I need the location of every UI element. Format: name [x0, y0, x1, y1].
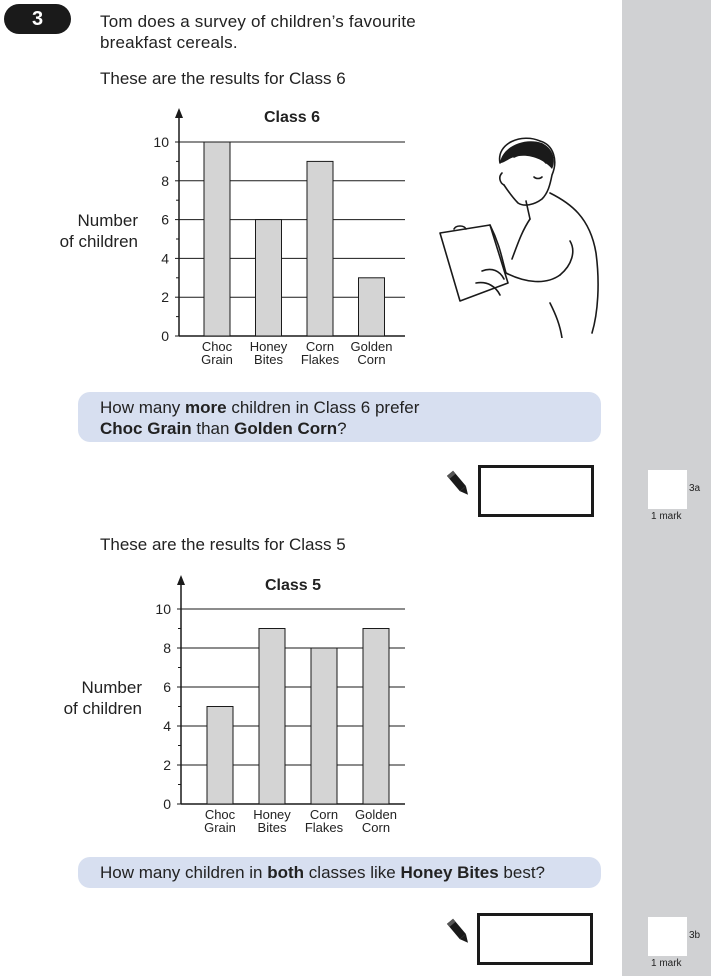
- class5-y-tick-label: 10: [155, 601, 171, 617]
- qa-text-4: ?: [337, 419, 347, 438]
- qa-bold-choc-grain: Choc Grain: [100, 419, 192, 438]
- qb-bold-honey-bites: Honey Bites: [400, 863, 499, 882]
- class5-y-tick-label: 0: [163, 796, 171, 812]
- class6-x-category-label: Golden: [350, 339, 393, 354]
- class5-results-caption: These are the results for Class 5: [100, 535, 346, 554]
- answer-box-3a[interactable]: [478, 465, 594, 517]
- intro-line-2: breakfast cereals.: [100, 33, 238, 52]
- mark-id-3b: 3b: [689, 930, 701, 941]
- class5-y-axis-arrow: [177, 575, 185, 585]
- qb-bold-both: both: [267, 863, 305, 882]
- class6-y-tick-label: 6: [161, 211, 169, 228]
- qa-text-3: than: [191, 419, 235, 438]
- class5-y-tick-label: 6: [163, 679, 171, 695]
- class6-y-tick-label: 0: [161, 328, 169, 344]
- class5-x-category-label: Honey: [253, 807, 291, 822]
- class6-results-caption: These are the results for Class 6: [100, 69, 346, 88]
- class5-x-category-label: Choc: [204, 807, 236, 822]
- class6-y-tick-label: 8: [161, 172, 169, 189]
- class5-bar: [207, 707, 233, 805]
- answer-box-3b[interactable]: [477, 913, 593, 965]
- qb-text-1: How many children in: [100, 863, 268, 882]
- class5-y-axis-title-line1: Number: [81, 678, 142, 697]
- class5-x-category-label: Corn: [309, 807, 339, 822]
- qa-text-1: How many: [100, 398, 186, 417]
- class6-y-axis-title-line1: Number: [77, 211, 138, 230]
- class5-y-tick-label: 8: [163, 640, 171, 656]
- qb-text-2: classes like: [304, 863, 401, 882]
- class6-x-category-label: Flakes: [300, 352, 340, 367]
- mark-box-3a: [648, 470, 687, 509]
- class5-x-category-label: Flakes: [304, 820, 344, 835]
- class6-x-category-label: Choc: [201, 339, 233, 354]
- class5-y-tick-label: 2: [163, 757, 171, 773]
- pencil-icon: [446, 468, 472, 500]
- class5-bar: [311, 648, 337, 804]
- class5-y-axis-title-line2: of children: [63, 699, 142, 718]
- mark-box-3b: [648, 917, 687, 956]
- class5-bar: [363, 629, 389, 805]
- mark-label-3a: 1 mark: [651, 511, 682, 522]
- class6-x-category-label: Corn: [305, 339, 335, 354]
- qb-text-3: best?: [498, 863, 546, 882]
- boy-with-clipboard-illustration: [430, 133, 605, 338]
- question-number-badge: 3: [4, 4, 71, 34]
- class5-chart-title: Class 5: [264, 577, 322, 594]
- class5-y-tick-label: 4: [163, 718, 171, 734]
- class6-chart-title: Class 6: [263, 109, 321, 126]
- class5-x-category-label: Bites: [257, 820, 287, 835]
- pencil-icon: [446, 916, 472, 948]
- class6-y-tick-label: 10: [153, 134, 169, 150]
- class5-x-category-label: Golden: [355, 807, 397, 822]
- class5-bar: [259, 629, 285, 805]
- question-b-prompt: [78, 857, 601, 888]
- intro-line-1: Tom does a survey of children’s favourite: [100, 12, 416, 31]
- qa-bold-more: more: [185, 398, 227, 417]
- qa-bold-golden-corn: Golden Corn: [234, 419, 338, 438]
- mark-id-3a: 3a: [689, 483, 701, 494]
- class6-x-category-label: Honey: [249, 339, 288, 354]
- class6-x-category-label: Corn: [357, 352, 386, 367]
- class5-x-category-label: Corn: [361, 820, 391, 835]
- class6-y-axis-title-line2: of children: [59, 232, 138, 251]
- qa-text-2: children in Class 6 prefer: [226, 398, 420, 417]
- class6-x-category-label: Bites: [254, 352, 283, 367]
- class5-x-category-label: Grain: [204, 820, 236, 835]
- class6-y-tick-label: 2: [161, 289, 169, 306]
- class6-x-category-label: Grain: [201, 352, 233, 367]
- mark-label-3b: 1 mark: [651, 958, 682, 969]
- class6-y-tick-label: 4: [161, 250, 169, 267]
